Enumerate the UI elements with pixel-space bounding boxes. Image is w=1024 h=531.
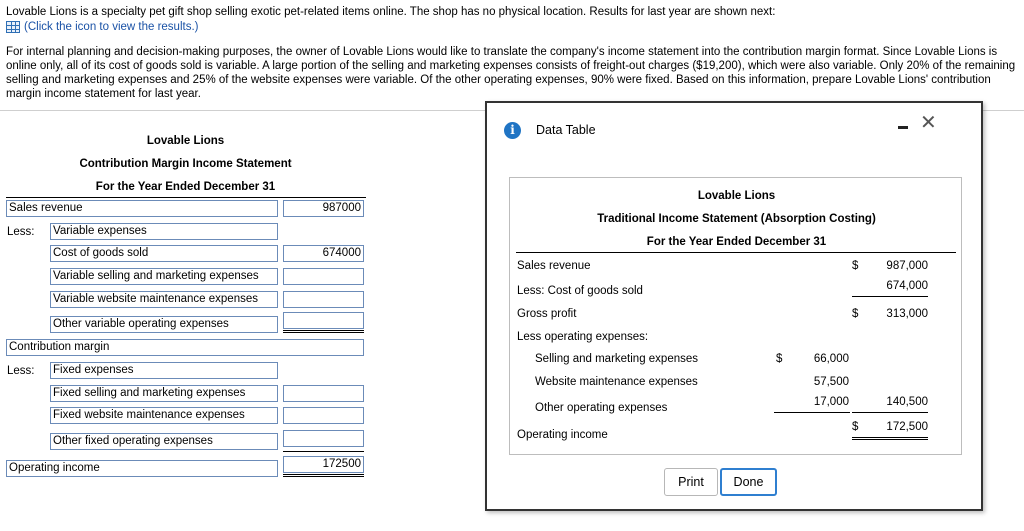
contribution-margin-field[interactable]: Contribution margin — [6, 339, 364, 356]
sales-revenue-amount[interactable]: 987000 — [283, 200, 364, 217]
operating-income-label: Operating income — [517, 429, 608, 441]
view-results-label[interactable]: (Click the icon to view the results.) — [24, 21, 199, 33]
operating-income-value: 172,500 — [886, 421, 928, 433]
variable-expenses-field[interactable]: Variable expenses — [50, 223, 278, 240]
statement-period: For the Year Ended December 31 — [646, 236, 827, 248]
variable-other-field[interactable]: Other variable operating expenses — [50, 316, 278, 333]
view-results-link[interactable] — [6, 21, 198, 33]
minimize-icon[interactable] — [898, 126, 908, 129]
fixed-expenses-field[interactable]: Fixed expenses — [50, 362, 278, 379]
subtotal-rule — [283, 451, 364, 452]
data-table-icon[interactable] — [6, 21, 20, 33]
variable-selling-amount[interactable] — [283, 268, 364, 285]
dialog-title: Data Table — [536, 123, 596, 137]
variable-website-field[interactable]: Variable website maintenance expenses — [50, 291, 278, 308]
cogs-rule — [852, 296, 928, 297]
cogs-label: Less: Cost of goods sold — [517, 285, 643, 297]
header-rule — [6, 197, 366, 198]
website-value: 57,500 — [813, 376, 849, 388]
print-button[interactable]: Print — [664, 468, 718, 496]
selling-value: 66,000 — [813, 353, 849, 365]
worksheet-company: Lovable Lions — [146, 135, 225, 147]
less-label-2: Less: — [7, 365, 35, 377]
opex-total-rule — [852, 412, 928, 413]
info-icon: i — [504, 122, 521, 139]
selling-label: Selling and marketing expenses — [535, 353, 699, 365]
other-rule — [774, 412, 850, 413]
fixed-selling-amount[interactable] — [283, 385, 364, 402]
selling-currency: $ — [776, 353, 783, 365]
fixed-selling-field[interactable]: Fixed selling and marketing expenses — [50, 385, 278, 402]
less-label: Less: — [7, 226, 35, 238]
variable-other-amount[interactable] — [283, 312, 364, 329]
fixed-website-field[interactable]: Fixed website maintenance expenses — [50, 407, 278, 424]
income-statement-panel — [509, 177, 962, 455]
operating-income-currency: $ — [852, 421, 859, 433]
sales-value: 987,000 — [886, 260, 928, 272]
problem-paragraph: For internal planning and decision-making purposes, the owner of Lovable Lions would like to translate the company's income statement into the contribution margin format. Since Lovable Lions is online only, all of its cost of goods sold is variable. A large portion of the selling and marketing expenses consists of freight-out charges ($19,200), which were also variable. Only 20% of the remaining selling and marketing expenses and 25% of the website expenses were variable. Of the other operating expenses, 90% were fixed. Based on this information, prepare Lovable Lions' contribution margin income statement for last year. — [6, 46, 1016, 100]
worksheet-statement-title: Contribution Margin Income Statement — [79, 158, 292, 170]
website-label: Website maintenance expenses — [535, 376, 698, 388]
worksheet-period: For the Year Ended December 31 — [95, 181, 276, 193]
opex-heading: Less operating expenses: — [517, 331, 649, 343]
gross-profit-currency: $ — [852, 308, 859, 320]
gross-profit-value: 313,000 — [886, 308, 928, 320]
statement-company: Lovable Lions — [697, 190, 776, 202]
operating-income-field[interactable]: Operating income — [6, 460, 278, 477]
cogs-value: 674,000 — [886, 280, 928, 292]
other-label: Other operating expenses — [535, 402, 668, 414]
statement-title: Traditional Income Statement (Absorption Costing) — [597, 213, 876, 225]
problem-intro: Lovable Lions is a specialty pet gift shop selling exotic pet-related items online. The shop has no physical location. Results for last year are shown next: — [6, 6, 776, 18]
sales-label: Sales revenue — [517, 260, 591, 272]
opex-total-value: 140,500 — [886, 396, 928, 408]
statement-header-rule — [516, 252, 956, 253]
sales-currency: $ — [852, 260, 859, 272]
variable-website-amount[interactable] — [283, 291, 364, 308]
close-icon[interactable]: ✕ — [920, 112, 937, 134]
fixed-other-amount[interactable] — [283, 430, 364, 447]
operating-income-double-rule — [283, 474, 364, 477]
data-table-dialog — [485, 101, 983, 511]
other-value: 17,000 — [813, 396, 849, 408]
cogs-amount[interactable]: 674000 — [283, 245, 364, 262]
operating-income-rule — [852, 437, 928, 440]
operating-income-amount[interactable]: 172500 — [283, 456, 364, 473]
gross-profit-label: Gross profit — [517, 308, 577, 320]
cogs-field[interactable]: Cost of goods sold — [50, 245, 278, 262]
total-underline — [283, 330, 364, 333]
done-button[interactable]: Done — [720, 468, 777, 496]
variable-selling-field[interactable]: Variable selling and marketing expenses — [50, 268, 278, 285]
fixed-other-field[interactable]: Other fixed operating expenses — [50, 433, 278, 450]
fixed-website-amount[interactable] — [283, 407, 364, 424]
sales-revenue-field[interactable]: Sales revenue — [6, 200, 278, 217]
